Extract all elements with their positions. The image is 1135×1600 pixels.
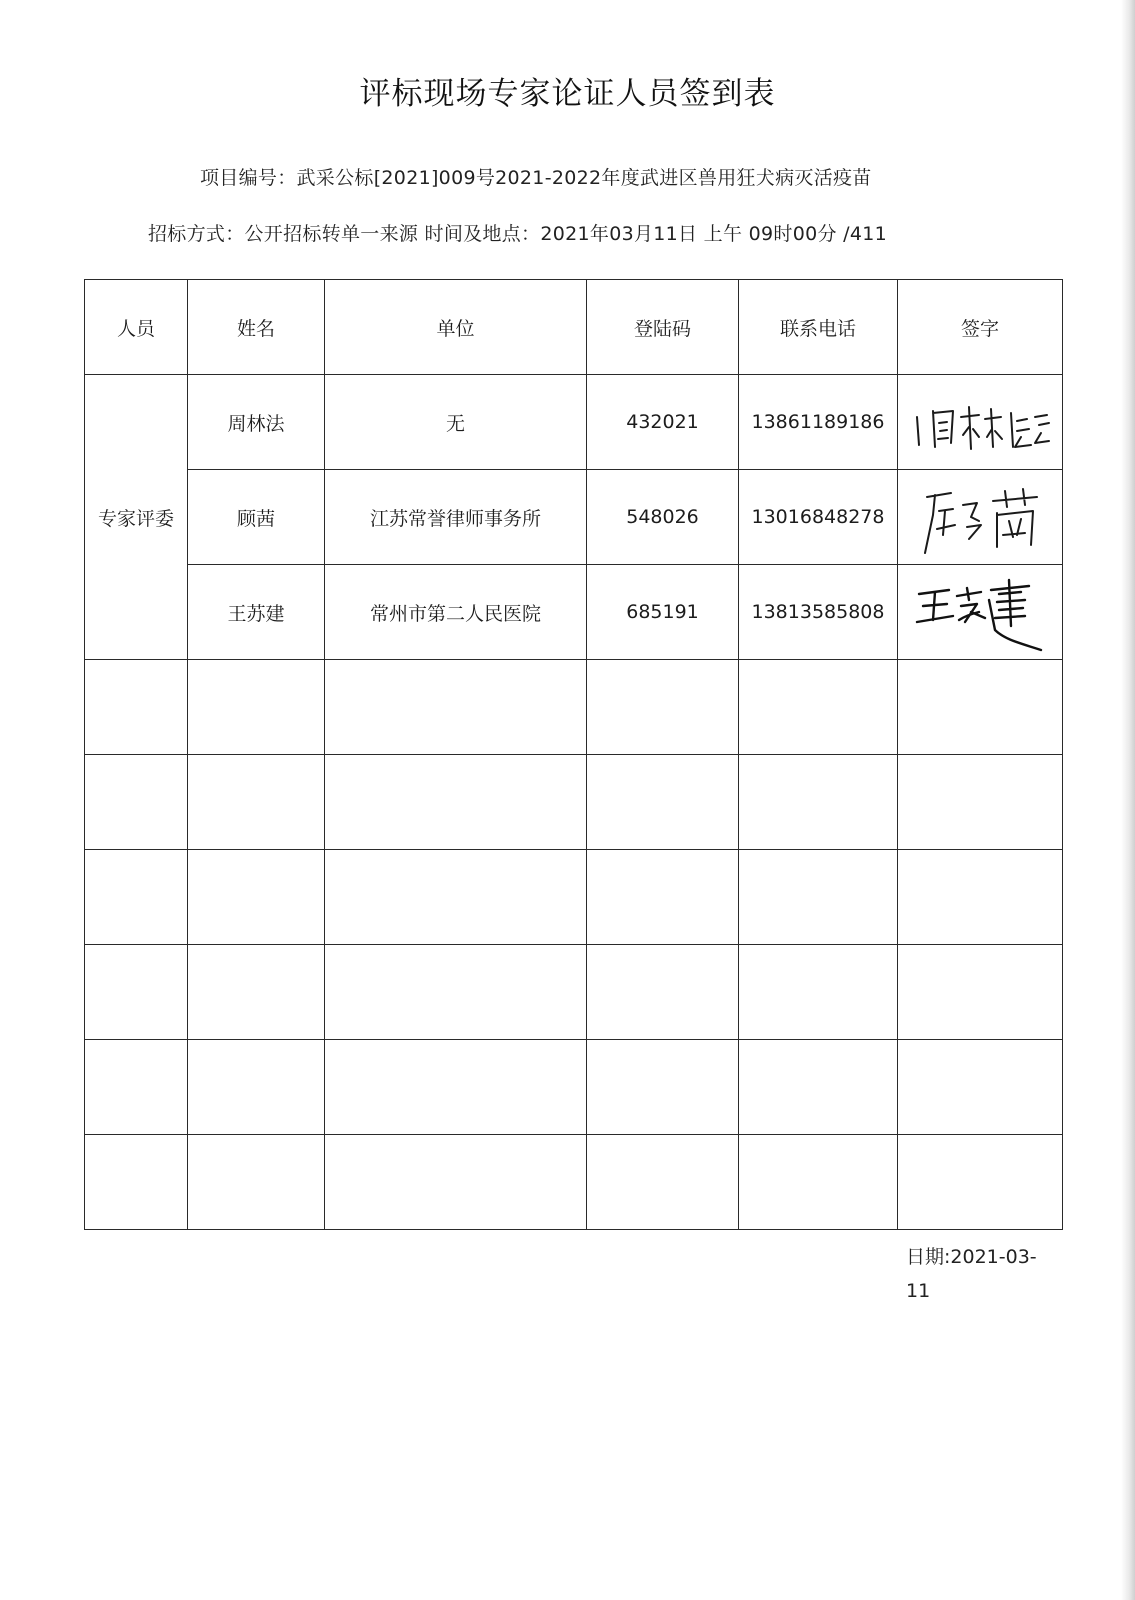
scan-page-edge bbox=[1121, 0, 1135, 1600]
bid-method-line: 招标方式：公开招标转单一来源 时间及地点：2021年03月11日 上午 09时00分 /411 bbox=[148, 223, 887, 245]
expert-name: 王苏建 bbox=[188, 565, 325, 660]
table-row-empty bbox=[85, 850, 1063, 945]
table-row-empty bbox=[85, 945, 1063, 1040]
table-header-row bbox=[85, 280, 1063, 375]
sign-date bbox=[906, 1240, 1066, 1308]
expert-phone: 13016848278 bbox=[739, 470, 898, 565]
page-title: 评标现场专家论证人员签到表 bbox=[359, 76, 776, 112]
signature-wang-image bbox=[905, 570, 1055, 654]
table-row-empty bbox=[85, 660, 1063, 755]
table-row-empty bbox=[85, 1135, 1063, 1230]
header-signature: 签字 bbox=[898, 280, 1063, 375]
handwritten-signature-3 bbox=[898, 565, 1063, 660]
table-row-empty bbox=[85, 1040, 1063, 1135]
sign-date-tail: 11 bbox=[906, 1280, 931, 1302]
table-row bbox=[85, 375, 1063, 470]
header-login-code: 登陆码 bbox=[587, 280, 739, 375]
expert-name: 顾茜 bbox=[188, 470, 325, 565]
sign-in-table bbox=[84, 279, 1063, 1230]
signature-zhou-image bbox=[905, 387, 1055, 457]
expert-login-code: 548026 bbox=[587, 470, 739, 565]
table-row bbox=[85, 565, 1063, 660]
header-unit: 单位 bbox=[325, 280, 587, 375]
expert-unit: 江苏常誉律师事务所 bbox=[325, 470, 587, 565]
expert-login-code: 685191 bbox=[587, 565, 739, 660]
table-row bbox=[85, 470, 1063, 565]
expert-unit: 无 bbox=[325, 375, 587, 470]
expert-login-code: 432021 bbox=[587, 375, 739, 470]
handwritten-signature-1 bbox=[898, 375, 1063, 470]
table-row-empty bbox=[85, 755, 1063, 850]
expert-phone: 13813585808 bbox=[739, 565, 898, 660]
signature-gu-image bbox=[905, 475, 1055, 559]
handwritten-signature-2 bbox=[898, 470, 1063, 565]
expert-unit: 常州市第二人民医院 bbox=[325, 565, 587, 660]
header-name: 姓名 bbox=[188, 280, 325, 375]
header-phone: 联系电话 bbox=[739, 280, 898, 375]
header-role: 人员 bbox=[85, 280, 188, 375]
expert-group-label: 专家评委 bbox=[85, 375, 188, 660]
sign-date-label: 日期:2021-03- bbox=[906, 1246, 1037, 1268]
project-number-line: 项目编号：武采公标[2021]009号2021-2022年度武进区兽用狂犬病灭活疫苗 bbox=[200, 167, 872, 189]
expert-phone: 13861189186 bbox=[739, 375, 898, 470]
expert-name: 周林法 bbox=[188, 375, 325, 470]
